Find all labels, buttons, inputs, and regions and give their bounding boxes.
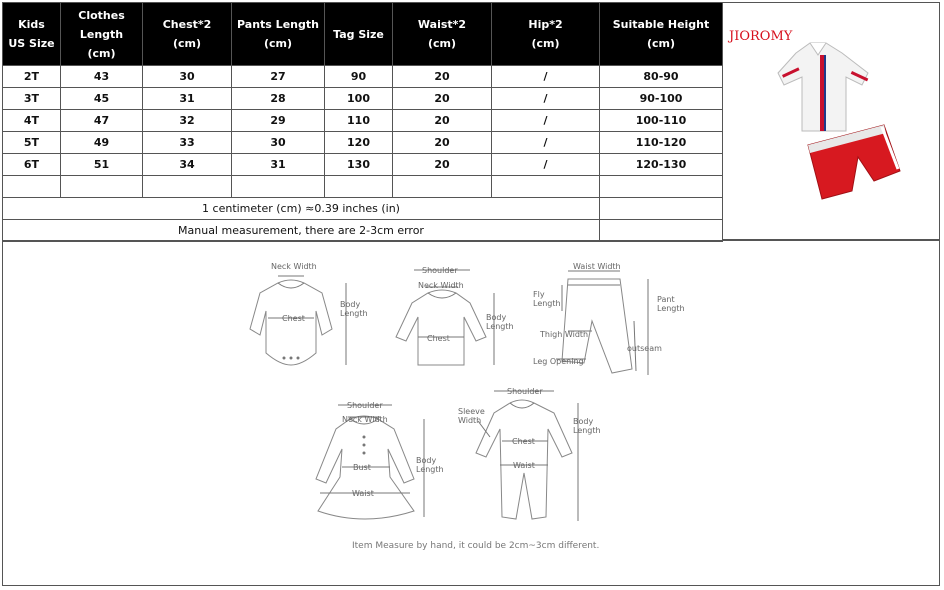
table-cell: / [492,132,600,154]
header-waist: Waist*2 (cm) [393,3,492,66]
table-cell: 20 [393,154,492,176]
size-chart-table [2,2,723,242]
header-us-size: Kids US Size [3,3,61,66]
table-cell: 20 [393,132,492,154]
dress-body-label-1: Body [416,456,437,465]
table-cell: 28 [232,88,325,110]
shirt-chest-label: Chest [427,334,450,343]
table-cell: 33 [143,132,232,154]
header-clothes-length: Clothes Length (cm) [61,3,143,66]
table-row [3,88,723,110]
product-image-panel [722,2,940,240]
table-cell: 2T [3,66,61,88]
table-cell: 30 [143,66,232,88]
diagram-footer-note: Item Measure by hand, it could be 2cm~3cm different. [352,541,600,551]
pants-diagram [533,262,685,375]
pants-fly-label-2: Length [533,299,561,308]
table-cell: 31 [232,154,325,176]
table-cell: 110 [325,110,393,132]
header-tag-size: Tag Size [325,3,393,66]
shirt-shoulder-label: Shoulder [422,266,458,275]
table-cell: 31 [143,88,232,110]
shirt-body-label-2: Length [486,322,514,331]
table-cell: 47 [61,110,143,132]
table-cell: 90-100 [600,88,723,110]
romper-chest-label: Chest [512,437,535,446]
romper-body-label-1: Body [573,417,594,426]
table-cell: / [492,154,600,176]
table-cell: 90 [325,66,393,88]
table-cell: 20 [393,66,492,88]
pants-outseam-label: outseam [627,344,662,353]
product-illustration [722,3,940,241]
white-shirt-icon [778,43,868,131]
table-row [3,110,723,132]
table-cell: 130 [325,154,393,176]
table-cell: / [492,110,600,132]
romper-diagram [458,387,601,521]
romper-waist-label: Waist [513,461,535,470]
conversion-note: 1 centimeter (cm) ≈0.39 inches (in) [3,198,600,220]
header-hip: Hip*2 (cm) [492,3,600,66]
pants-waist-label: Waist Width [573,262,621,271]
romper-sleeve-label-2: Width [458,416,482,425]
table-cell: 45 [61,88,143,110]
table-cell: 29 [232,110,325,132]
error-note: Manual measurement, there are 2-3cm error [3,220,600,242]
table-cell: 4T [3,110,61,132]
dress-neck-label: Neck Width [342,415,388,424]
bodysuit-chest-label: Chest [282,314,305,323]
romper-body-label-2: Length [573,426,601,435]
table-cell: 80-90 [600,66,723,88]
table-cell: / [492,66,600,88]
table-header-row [3,3,723,66]
bodysuit-diagram [250,262,368,365]
table-cell: 20 [393,88,492,110]
bodysuit-neck-label: Neck Width [271,262,317,271]
dress-waist-label: Waist [352,489,374,498]
bodysuit-body-label-1: Body [340,300,361,309]
romper-shoulder-label: Shoulder [507,387,543,396]
table-cell: / [492,88,600,110]
measurement-diagrams [2,241,940,586]
table-cell: 120-130 [600,154,723,176]
table-cell: 51 [61,154,143,176]
table-cell: 30 [232,132,325,154]
shirt-diagram [396,266,514,365]
shirt-neck-label: Neck Width [418,281,464,290]
table-row-note [3,198,723,220]
dress-body-label-2: Length [416,465,444,474]
table-cell: 3T [3,88,61,110]
header-chest: Chest*2 (cm) [143,3,232,66]
pants-pant-label-2: Length [657,304,685,313]
table-cell: 20 [393,110,492,132]
table-row-note [3,220,723,242]
table-cell: 110-120 [600,132,723,154]
table-row [3,66,723,88]
pants-pant-label-1: Pant [657,295,675,304]
table-cell: 100-110 [600,110,723,132]
bodysuit-body-label-2: Length [340,309,368,318]
header-pants-length: Pants Length (cm) [232,3,325,66]
table-cell: 32 [143,110,232,132]
red-shorts-icon [808,125,900,199]
pants-fly-label-1: Fly [533,290,545,299]
table-cell: 27 [232,66,325,88]
table-cell: 49 [61,132,143,154]
table-row-empty [3,176,723,198]
dress-shoulder-label: Shoulder [347,401,383,410]
dress-bust-label: Bust [353,463,371,472]
shirt-body-label-1: Body [486,313,507,322]
diagram-canvas [2,241,940,586]
table-cell: 6T [3,154,61,176]
table-cell: 43 [61,66,143,88]
table-cell: 5T [3,132,61,154]
header-suitable-height: Suitable Height (cm) [600,3,723,66]
pants-thigh-label: Thigh Width [540,330,589,339]
table-cell: 120 [325,132,393,154]
table-cell: 100 [325,88,393,110]
table-row [3,154,723,176]
brand-logo: JIOROMY [729,29,793,44]
romper-sleeve-label-1: Sleeve [458,407,485,416]
table-cell: 34 [143,154,232,176]
dress-diagram [316,401,444,519]
table-row [3,132,723,154]
pants-leg-label: Leg Opening [533,357,584,366]
